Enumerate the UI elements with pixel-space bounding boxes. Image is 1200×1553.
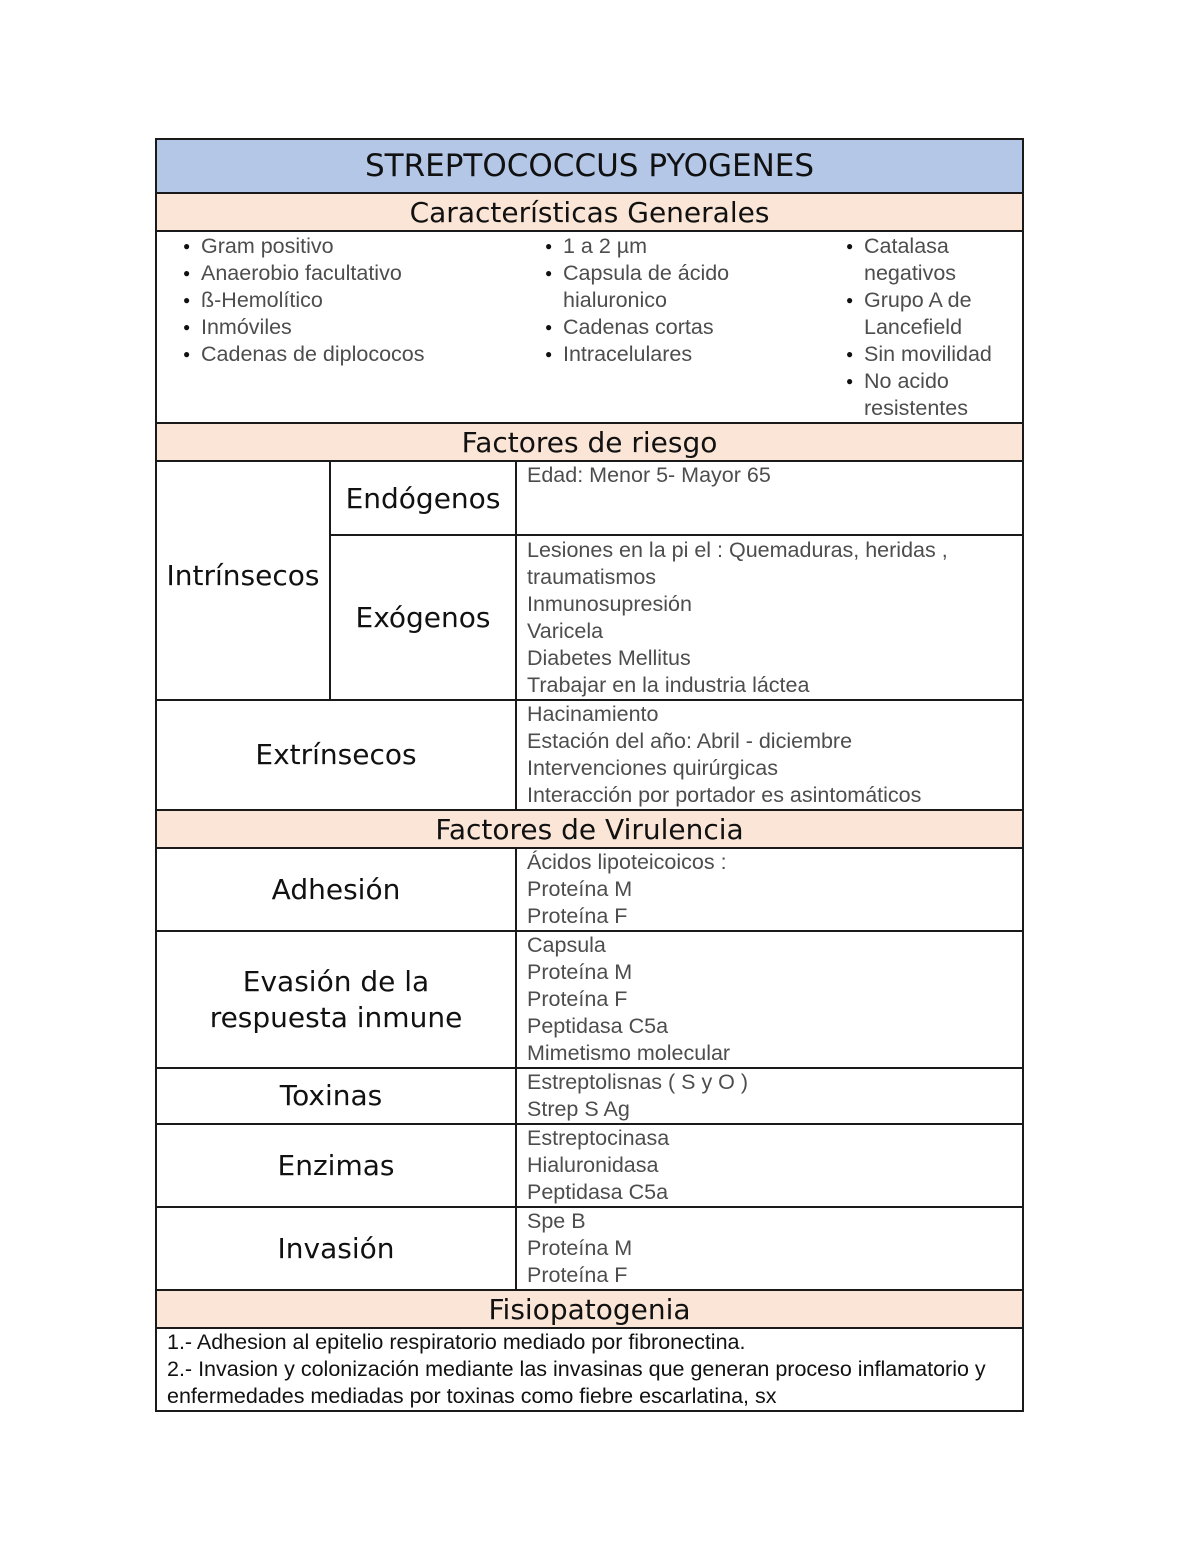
endogenos-label: Endógenos bbox=[330, 461, 516, 535]
virulencia-item: Estreptocinasa bbox=[527, 1126, 670, 1150]
exogeno-item: Lesiones en la pi el : Quemaduras, heridas , traumatismos bbox=[527, 538, 948, 589]
endogeno-item: Edad: Menor 5- Mayor 65 bbox=[527, 463, 771, 487]
virulencia-content-evasion bbox=[516, 931, 1023, 1068]
caracteristica-item: ● Intracelulares bbox=[519, 341, 820, 368]
virulencia-item: Proteína M bbox=[527, 960, 633, 984]
virulencia-item: Estreptolisnas ( S y O ) bbox=[527, 1070, 749, 1094]
fisiopatogenia-line-2: 2.- Invasion y colonización mediante las invasinas que generan proceso inflamatorio y enfermedades mediadas por toxinas como fiebre escarlatina, sx bbox=[167, 1357, 986, 1408]
document-table bbox=[155, 138, 1022, 1412]
caracteristica-item: ● 1 a 2 µm bbox=[519, 233, 820, 260]
section-fisiopatogenia: Fisiopatogenia bbox=[156, 1290, 1023, 1328]
exogeno-item: Inmunosupresión bbox=[527, 592, 692, 616]
virulencia-item: Ácidos lipoteicoicos : bbox=[527, 850, 727, 874]
section-caracteristicas-generales: Características Generales bbox=[156, 193, 1023, 231]
virulencia-item: Peptidasa C5a bbox=[527, 1014, 669, 1038]
caracteristica-item: ● ß-Hemolítico bbox=[157, 287, 519, 314]
virulencia-label-invasion: Invasión bbox=[156, 1207, 516, 1290]
exogeno-item: Diabetes Mellitus bbox=[527, 646, 691, 670]
section-factores-riesgo: Factores de riesgo bbox=[156, 423, 1023, 461]
virulencia-item: Proteína M bbox=[527, 1236, 633, 1260]
extrinsecos-content bbox=[516, 700, 1023, 810]
caracteristica-item: ● Cadenas de diplococos bbox=[157, 341, 519, 368]
virulencia-label-evasion: Evasión de la respuesta inmune bbox=[156, 931, 516, 1068]
caracteristica-item: ● Anaerobio facultativo bbox=[157, 260, 519, 287]
caracteristica-item: ● Inmóviles bbox=[157, 314, 519, 341]
caracteristica-item: ● Cadenas cortas bbox=[519, 314, 820, 341]
virulencia-item: Spe B bbox=[527, 1209, 586, 1233]
exogeno-item: Varicela bbox=[527, 619, 604, 643]
exogenos-content bbox=[516, 535, 1023, 700]
virulencia-item: Hialuronidasa bbox=[527, 1153, 659, 1177]
virulencia-item: Proteína M bbox=[527, 877, 633, 901]
extrinseco-item: Estación del año: Abril - diciembre bbox=[527, 729, 853, 753]
virulencia-item: Proteína F bbox=[527, 904, 628, 928]
virulencia-label-toxinas: Toxinas bbox=[156, 1068, 516, 1124]
caracteristicas-col-1 bbox=[157, 233, 519, 422]
endogenos-content bbox=[516, 461, 1023, 535]
caracteristicas-col-2 bbox=[519, 233, 820, 422]
caracteristica-item: ● Capsula de ácido hialuronico bbox=[519, 260, 820, 314]
intrinsecos-label: Intrínsecos bbox=[156, 461, 330, 700]
extrinseco-item: Intervenciones quirúrgicas bbox=[527, 756, 778, 780]
document-title: STREPTOCOCCUS PYOGENES bbox=[156, 139, 1023, 193]
extrinsecos-label: Extrínsecos bbox=[156, 700, 516, 810]
virulencia-label-adhesion: Adhesión bbox=[156, 848, 516, 931]
fisiopatogenia-content bbox=[156, 1328, 1023, 1411]
caracteristica-item: ● Catalasa negativos bbox=[820, 233, 1020, 287]
virulencia-item: Strep S Ag bbox=[527, 1097, 630, 1121]
extrinseco-item: Interacción por portador es asintomáticos bbox=[527, 783, 922, 807]
virulencia-item: Proteína F bbox=[527, 1263, 628, 1287]
exogeno-item: Trabajar en la industria láctea bbox=[527, 673, 810, 697]
virulencia-item: Peptidasa C5a bbox=[527, 1180, 669, 1204]
virulencia-item: Mimetismo molecular bbox=[527, 1041, 731, 1065]
caracteristica-item: ● Grupo A de Lancefield bbox=[820, 287, 1020, 341]
virulencia-content-enzimas bbox=[516, 1124, 1023, 1207]
caracteristica-item: ● Gram positivo bbox=[157, 233, 519, 260]
fisiopatogenia-line-1: 1.- Adhesion al epitelio respiratorio mediado por fibronectina. bbox=[167, 1330, 746, 1354]
virulencia-content-invasion bbox=[516, 1207, 1023, 1290]
extrinseco-item: Hacinamiento bbox=[527, 702, 659, 726]
caracteristicas-col-3 bbox=[820, 233, 1020, 422]
virulencia-content-adhesion bbox=[516, 848, 1023, 931]
virulencia-label-enzimas: Enzimas bbox=[156, 1124, 516, 1207]
caracteristica-item: ● No acido resistentes bbox=[820, 368, 1020, 422]
section-factores-virulencia: Factores de Virulencia bbox=[156, 810, 1023, 848]
exogenos-label: Exógenos bbox=[330, 535, 516, 700]
virulencia-item: Capsula bbox=[527, 933, 606, 957]
virulencia-content-toxinas bbox=[516, 1068, 1023, 1124]
caracteristicas-cell bbox=[156, 231, 1023, 423]
caracteristica-item: ● Sin movilidad bbox=[820, 341, 1020, 368]
virulencia-item: Proteína F bbox=[527, 987, 628, 1011]
